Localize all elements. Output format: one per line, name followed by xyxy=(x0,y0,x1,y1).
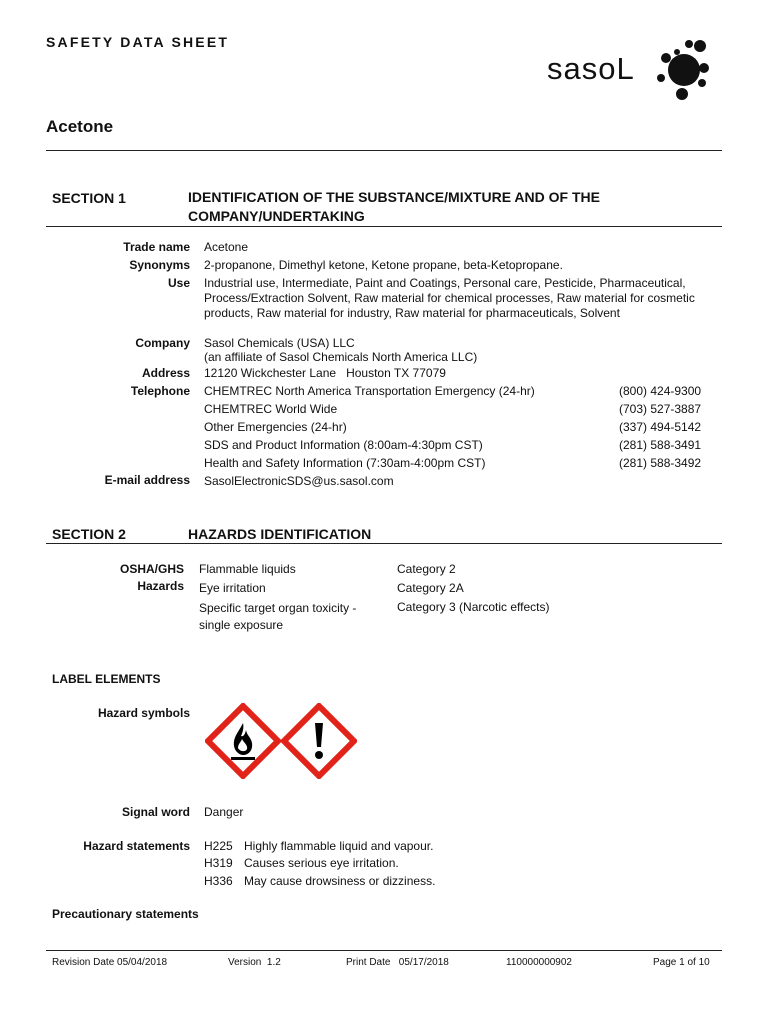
phone-desc: Other Emergencies (24-hr) xyxy=(204,420,347,434)
phone-number: (800) 424-9300 xyxy=(619,384,702,398)
osha-ghs-label: OSHA/GHS xyxy=(119,562,184,576)
phone-number: (281) 588-3491 xyxy=(619,438,702,452)
synonyms-value: 2-propanone, Dimethyl ketone, Ketone propane, beta-Ketopropane. xyxy=(204,258,563,272)
phone-desc: Health and Safety Information (7:30am-4:00pm CST) xyxy=(204,456,486,470)
use-label: Use xyxy=(167,276,190,290)
phone-number: (703) 527-3887 xyxy=(619,402,702,416)
hazard-statement: Causes serious eye irritation. xyxy=(244,856,399,870)
hazard-category: Category 2 xyxy=(397,562,456,576)
phone-desc: SDS and Product Information (8:00am-4:30pm CST) xyxy=(204,438,483,452)
hazard-symbols-label: Hazard symbols xyxy=(97,706,190,720)
flame-icon xyxy=(205,703,281,779)
hazard-code: H336 xyxy=(204,874,233,888)
section1-title: IDENTIFICATION OF THE SUBSTANCE/MIXTURE AND OF THE COMPANY/UNDERTAKING xyxy=(188,189,600,224)
email-label: E-mail address xyxy=(104,473,190,487)
phone-number: (337) 494-5142 xyxy=(619,420,702,434)
document-number: 110000000902 xyxy=(506,957,572,968)
hazard-code: H225 xyxy=(204,839,233,853)
trade-name-label: Trade name xyxy=(123,240,190,254)
document-type: SAFETY DATA SHEET xyxy=(46,34,230,50)
version: Version 1.2 xyxy=(228,957,281,968)
product-name: Acetone xyxy=(46,117,114,136)
hazard-code: H319 xyxy=(204,856,233,870)
revision-date: Revision Date 05/04/2018 xyxy=(52,957,168,968)
hazard-category: Category 3 (Narcotic effects) xyxy=(397,600,550,614)
use-value: Industrial use, Intermediate, Paint and Coatings, Personal care, Pesticide, Pharmaceutical, Process/Extraction Solvent, Raw material for chemical processes, Raw material for cosmetic products, Raw material for industry, Raw material for pharmaceuticals, Solvent xyxy=(204,276,695,320)
hazard-category: Category 2A xyxy=(397,581,464,595)
section2-number: SECTION 2 xyxy=(52,526,126,542)
section2-title: HAZARDS IDENTIFICATION xyxy=(188,526,372,542)
signal-word-label: Signal word xyxy=(121,805,190,819)
company-label: Company xyxy=(135,336,190,350)
phone-desc: CHEMTREC World Wide xyxy=(204,402,338,416)
label-elements-heading: LABEL ELEMENTS xyxy=(52,672,161,686)
divider xyxy=(46,543,722,544)
section1-number: SECTION 1 xyxy=(52,190,126,206)
email-link[interactable]: SasolElectronicSDS@us.sasol.com xyxy=(204,474,394,488)
precautionary-statements-label: Precautionary statements xyxy=(52,907,199,921)
print-date: Print Date 05/17/2018 xyxy=(346,957,449,968)
telephone-label: Telephone xyxy=(130,384,190,398)
divider xyxy=(46,150,722,151)
trade-name-value: Acetone xyxy=(204,240,249,254)
hazard-statement: May cause drowsiness or dizziness. xyxy=(244,874,436,888)
phone-desc: CHEMTREC North America Transportation Emergency (24-hr) xyxy=(204,384,535,398)
hazard-class: Flammable liquids xyxy=(199,562,296,576)
hazard-class: Specific target organ toxicity - single exposure xyxy=(199,601,357,632)
page-number: Page 1 of 10 xyxy=(653,957,710,968)
hazards-label: Hazards xyxy=(137,579,184,593)
company-line2: (an affiliate of Sasol Chemicals North America LLC) xyxy=(204,350,478,364)
hazard-statements-label: Hazard statements xyxy=(83,839,190,853)
company-line1: Sasol Chemicals (USA) LLC xyxy=(204,336,355,350)
phone-number: (281) 588-3492 xyxy=(619,456,702,470)
signal-word-value: Danger xyxy=(204,805,244,819)
exclamation-icon xyxy=(281,703,357,779)
hazard-class: Eye irritation xyxy=(199,581,266,595)
sasol-logo-text: sasoL xyxy=(547,51,635,86)
sasol-logo-icon xyxy=(656,36,716,102)
synonyms-label: Synonyms xyxy=(129,258,190,272)
hazard-statement: Highly flammable liquid and vapour. xyxy=(244,839,434,853)
footer-divider xyxy=(46,950,722,951)
address-value: 12120 Wickchester Lane Houston TX 77079 xyxy=(204,366,446,380)
divider xyxy=(46,226,722,227)
address-label: Address xyxy=(141,366,190,380)
